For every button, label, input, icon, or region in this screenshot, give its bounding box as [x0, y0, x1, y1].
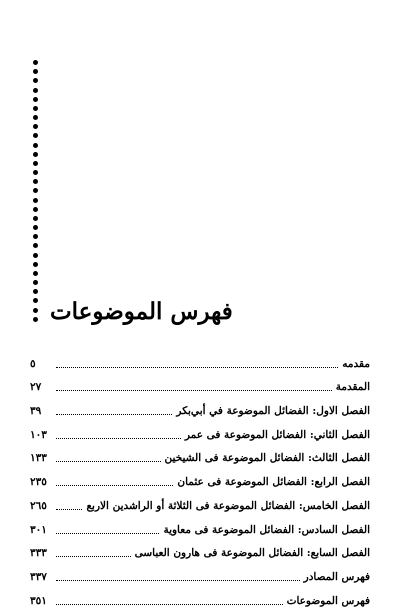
toc-entry-page: ١٠٣ [30, 428, 47, 441]
toc-entry-page: ٣٥١ [30, 594, 47, 607]
border-dot [33, 298, 38, 303]
border-dot [33, 262, 38, 267]
toc-entry[interactable] [30, 442, 370, 466]
toc-entry-page: ٢٣٥ [30, 476, 47, 489]
toc-entry-label: فهرس المصادر [303, 570, 370, 583]
toc-entry-label: الفصل الثاني: الفضائل الموضوعة فی عمر [184, 428, 370, 441]
toc-entry-label: الفصل الثالث: الفضائل الموضوعة فی الشيخين [164, 452, 370, 465]
border-dot [33, 69, 38, 74]
dot-leader [56, 485, 173, 486]
toc-entry-page: ٣٠١ [30, 523, 47, 536]
decorative-dotted-border [33, 60, 39, 322]
border-dot [33, 207, 38, 212]
border-dot [33, 170, 38, 175]
border-dot [33, 106, 38, 111]
dot-leader [56, 533, 159, 534]
border-dot [33, 225, 38, 230]
toc-entry-page: ٣٣٧ [30, 570, 47, 583]
dot-leader [56, 556, 131, 557]
border-dot [33, 60, 38, 65]
toc-entry-label: مقدمه [342, 357, 370, 370]
toc-entry-label: فهرس الموضوعات [286, 594, 370, 607]
border-dot [33, 115, 38, 120]
border-dot [33, 152, 38, 157]
border-dot [33, 188, 38, 193]
toc-entry[interactable] [30, 513, 370, 537]
border-dot [33, 271, 38, 276]
dot-leader [56, 414, 172, 415]
dot-leader [56, 367, 338, 368]
toc-entry[interactable] [30, 560, 370, 584]
border-dot [33, 88, 38, 93]
toc-entry[interactable] [30, 465, 370, 489]
border-dot [33, 289, 38, 294]
border-dot [33, 179, 38, 184]
border-dot [33, 216, 38, 221]
border-dot [33, 97, 38, 102]
toc-entry-label: الفصل السابع: الفضائل الموضوعة فی هارون العباسی [134, 547, 370, 560]
border-dot [33, 317, 38, 322]
toc-entry[interactable] [30, 489, 370, 513]
border-dot [33, 124, 38, 129]
border-dot [33, 133, 38, 138]
dot-leader [56, 438, 181, 439]
toc-entry-label: الفصل السادس: الفضائل الموضوعة فی معاوية [163, 523, 370, 536]
dot-leader [56, 509, 82, 510]
page-title: فهرس الموضوعات [50, 298, 233, 325]
dot-leader [56, 580, 300, 581]
toc-entry-label: الفصل الاول: الفضائل الموضوعة في أبي‌بكر [176, 405, 370, 418]
border-dot [33, 253, 38, 258]
toc-entry-page: ١٣٣ [30, 452, 47, 465]
toc-entry[interactable] [30, 394, 370, 418]
toc-entry-page: ٢٧ [30, 381, 42, 394]
toc-entry[interactable] [30, 418, 370, 442]
dot-leader [56, 461, 161, 462]
border-dot [33, 161, 38, 166]
toc-entry-label: الفصل الخامس: الفضائل الموضوعة فی الثلاثة أو الراشدين الاربع [86, 499, 370, 512]
toc-entry-page: ٣٣٣ [30, 547, 47, 560]
toc-entry-label: الفصل الرابع: الفضائل الموضوعة فی عثمان [177, 476, 370, 489]
border-dot [33, 243, 38, 248]
border-dot [33, 234, 38, 239]
toc-entry-page: ٣٩ [30, 405, 42, 418]
border-dot [33, 78, 38, 83]
border-dot [33, 280, 38, 285]
dot-leader [56, 390, 332, 391]
table-of-contents [30, 347, 370, 608]
border-dot [33, 308, 38, 313]
toc-entry[interactable] [30, 537, 370, 561]
toc-entry-page: ٢٦٥ [30, 499, 47, 512]
dot-leader [56, 604, 283, 605]
border-dot [33, 198, 38, 203]
border-dot [33, 143, 38, 148]
toc-entry[interactable] [30, 584, 370, 608]
toc-entry[interactable] [30, 371, 370, 395]
toc-entry-label: المقدمة [335, 381, 370, 394]
toc-entry-page: ٥ [30, 357, 36, 370]
toc-entry[interactable] [30, 347, 370, 371]
